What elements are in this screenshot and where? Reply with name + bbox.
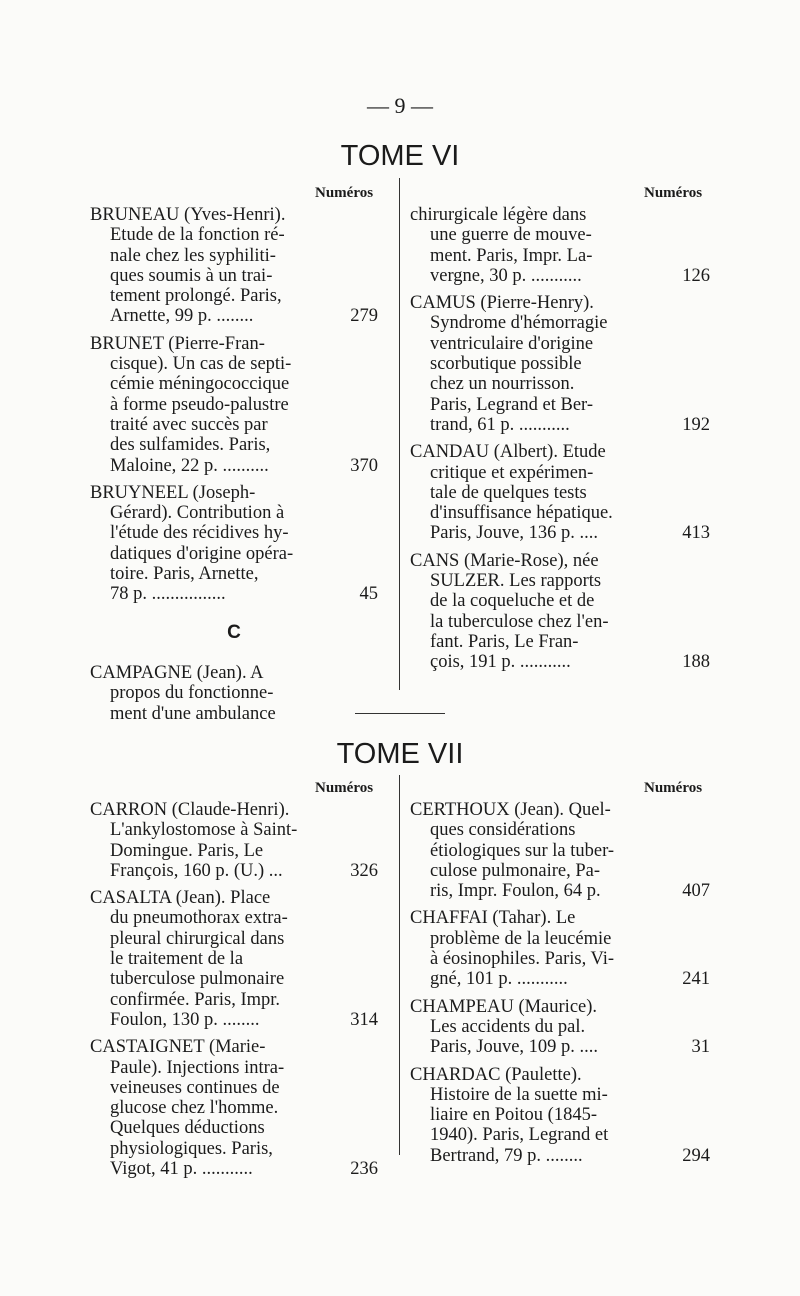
entry-number: 294: [682, 1145, 710, 1166]
entry-line: [410, 483, 710, 503]
bibliography-entry: [410, 997, 710, 1058]
entry-text: ment d'une ambulance: [110, 703, 276, 724]
entry-text: culose pulmonaire, Pa-: [430, 860, 601, 881]
entry-text: la tuberculose chez l'en-: [430, 611, 609, 632]
entry-line: [410, 929, 710, 949]
tome6-col-header-left: Numéros: [315, 185, 374, 201]
entry-text: à éosinophiles. Paris, Vi-: [430, 949, 615, 970]
tome7-right-column: [410, 800, 710, 1173]
entry-line: [410, 415, 710, 435]
entry-line: [410, 820, 710, 840]
entry-text: 78 p. ................: [110, 584, 226, 605]
entry-line: [90, 415, 378, 435]
entry-text: Etude de la fonction ré-: [110, 225, 285, 246]
entry-line: [90, 483, 378, 503]
entry-line: [410, 632, 710, 652]
entry-line: [90, 1139, 378, 1159]
entry-line: [410, 881, 710, 901]
entry-text: CAMPAGNE (Jean). A: [90, 662, 264, 683]
entry-text: Paris, Jouve, 136 p. ....: [430, 523, 599, 544]
section-separator: [355, 713, 445, 714]
entry-text: çois, 191 p. ...........: [430, 652, 571, 673]
entry-text: Domingue. Paris, Le: [110, 840, 264, 861]
entry-text: Gérard). Contribution à: [110, 503, 285, 524]
entry-text: veineuses continues de: [110, 1077, 280, 1098]
entry-text: tuberculose pulmonaire: [110, 969, 285, 990]
entry-number: 236: [350, 1159, 378, 1180]
entry-line: [410, 503, 710, 523]
entry-line: [90, 1058, 378, 1078]
entry-text: CANS (Marie-Rose), née: [410, 550, 599, 571]
entry-text: datiques d'origine opéra-: [110, 543, 294, 564]
entry-number: 192: [682, 414, 710, 435]
entry-text: ventriculaire d'origine: [430, 333, 594, 354]
entry-line: [90, 820, 378, 840]
entry-line: [410, 523, 710, 543]
entry-text: Syndrome d'hémorragie: [430, 313, 608, 334]
entry-text: cisque). Un cas de septi-: [110, 354, 292, 375]
entry-text: fant. Paris, Le Fran-: [430, 631, 579, 652]
entry-text: ment. Paris, Impr. La-: [430, 245, 593, 266]
entry-text: des sulfamides. Paris,: [110, 435, 271, 456]
entry-line: [90, 246, 378, 266]
bibliography-entry: [90, 663, 378, 724]
entry-text: Bertrand, 79 p. ........: [430, 1145, 583, 1166]
entry-line: [410, 1017, 710, 1037]
entry-line: [410, 908, 710, 928]
entry-line: [410, 1146, 710, 1166]
entry-line: [90, 564, 378, 584]
entry-number: 413: [682, 523, 710, 544]
tome6-title: TOME VI: [340, 140, 460, 172]
entry-line: [410, 800, 710, 820]
entry-line: [90, 266, 378, 286]
bibliography-entry: [410, 800, 710, 901]
entry-text: Arnette, 99 p. ........: [110, 306, 254, 327]
entry-line: [90, 1159, 378, 1179]
entry-text: d'insuffisance hépatique.: [430, 503, 613, 524]
entry-line: [90, 683, 378, 703]
entry-text: ques considérations: [430, 820, 576, 841]
entry-text: François, 160 p. (U.) ...: [110, 860, 283, 881]
entry-line: [410, 266, 710, 286]
tome6-left-column: [90, 205, 378, 731]
entry-line: [90, 929, 378, 949]
entry-line: [410, 612, 710, 632]
entry-text: de la coqueluche et de: [430, 591, 595, 612]
entry-text: cémie méningococcique: [110, 374, 290, 395]
bibliography-entry: [410, 205, 710, 286]
entry-text: BRUNEAU (Yves-Henri).: [90, 205, 286, 225]
tome7-left-column: [90, 800, 378, 1186]
entry-line: [410, 334, 710, 354]
entry-text: CANDAU (Albert). Etude: [410, 442, 606, 463]
entry-line: [90, 584, 378, 604]
entry-line: [410, 949, 710, 969]
entry-line: [90, 456, 378, 476]
tome7-col-header-right: Numéros: [644, 780, 703, 796]
entry-text: confirmée. Paris, Impr.: [110, 989, 281, 1010]
entry-line: [90, 990, 378, 1010]
entry-line: [410, 354, 710, 374]
entry-line: [410, 313, 710, 333]
entry-number: 45: [359, 584, 378, 605]
entry-text: Les accidents du pal.: [430, 1016, 586, 1037]
entry-text: CARRON (Claude-Henri).: [90, 800, 290, 820]
entry-text: Maloine, 22 p. ..........: [110, 455, 269, 476]
entry-text: toire. Paris, Arnette,: [110, 564, 259, 585]
bibliography-entry: [410, 551, 710, 673]
entry-line: [90, 1010, 378, 1030]
entry-number: 126: [682, 265, 710, 286]
entry-number: 407: [682, 881, 710, 902]
entry-text: du pneumothorax extra-: [110, 908, 288, 929]
tome6-right-column: [410, 205, 710, 680]
entry-text: à forme pseudo-palustre: [110, 394, 289, 415]
entry-text: Foulon, 130 p. ........: [110, 1009, 260, 1030]
entry-line: [410, 293, 710, 313]
entry-text: Vigot, 41 p. ...........: [110, 1159, 253, 1180]
entry-text: SULZER. Les rapports: [430, 571, 602, 592]
bibliography-entry: [410, 293, 710, 435]
entry-line: [410, 246, 710, 266]
entry-number: 279: [350, 306, 378, 327]
entry-text: critique et expérimen-: [430, 462, 594, 483]
entry-line: [90, 1098, 378, 1118]
entry-line: [90, 225, 378, 245]
entry-text: chirurgicale légère dans: [410, 205, 587, 225]
bibliography-entry: [90, 205, 378, 327]
entry-text: CASALTA (Jean). Place: [90, 888, 271, 909]
tome6-divider: [399, 178, 400, 690]
entry-text: problème de la leucémie: [430, 928, 612, 949]
entry-text: CHAFFAI (Tahar). Le: [410, 908, 576, 929]
entry-line: [90, 841, 378, 861]
entry-line: [410, 442, 710, 462]
entry-text: Paule). Injections intra-: [110, 1057, 285, 1078]
entry-line: [410, 997, 710, 1017]
entry-number: 326: [350, 860, 378, 881]
entry-text: liaire en Poitou (1845-: [430, 1105, 597, 1126]
entry-line: [90, 334, 378, 354]
entry-line: [410, 225, 710, 245]
entry-text: CASTAIGNET (Marie-: [90, 1037, 266, 1058]
entry-text: traité avec succès par: [110, 414, 268, 435]
entry-text: CHARDAC (Paulette).: [410, 1064, 582, 1085]
entry-line: [410, 571, 710, 591]
entry-line: [410, 861, 710, 881]
entry-text: Paris, Jouve, 109 p. ....: [430, 1037, 599, 1058]
entry-text: BRUNET (Pierre-Fran-: [90, 333, 265, 354]
entry-line: [410, 652, 710, 672]
tome7-divider: [399, 775, 400, 1155]
entry-line: [90, 523, 378, 543]
entry-line: [90, 704, 378, 724]
entry-line: [410, 591, 710, 611]
section-letter: C: [227, 621, 241, 643]
entry-line: [410, 463, 710, 483]
bibliography-entry: [410, 1065, 710, 1166]
entry-line: [90, 861, 378, 881]
entry-text: scorbutique possible: [430, 354, 582, 375]
entry-line: [410, 1065, 710, 1085]
entry-line: [90, 969, 378, 989]
entry-text: tale de quelques tests: [430, 482, 587, 503]
entry-text: BRUYNEEL (Joseph-: [90, 482, 256, 503]
entry-line: [90, 503, 378, 523]
bibliography-entry: [90, 334, 378, 476]
entry-text: glucose chez l'homme.: [110, 1098, 279, 1119]
entry-line: [90, 306, 378, 326]
entry-number: 241: [682, 969, 710, 990]
entry-text: gné, 101 p. ...........: [430, 969, 568, 990]
entry-text: pleural chirurgical dans: [110, 928, 285, 949]
entry-text: 1940). Paris, Legrand et: [430, 1125, 609, 1146]
entry-line: [90, 888, 378, 908]
entry-line: [90, 205, 378, 225]
entry-text: physiologiques. Paris,: [110, 1138, 273, 1159]
entry-line: [90, 663, 378, 683]
entry-text: nale chez les syphiliti-: [110, 245, 276, 266]
entry-line: [410, 374, 710, 394]
entry-line: [410, 1085, 710, 1105]
entry-number: 314: [350, 1009, 378, 1030]
entry-line: [410, 1125, 710, 1145]
bibliography-entry: [410, 908, 710, 989]
entry-text: propos du fonctionne-: [110, 683, 274, 704]
page-number: — 9 —: [367, 93, 433, 118]
entry-number: 370: [350, 455, 378, 476]
entry-line: [410, 1105, 710, 1125]
entry-line: [90, 544, 378, 564]
entry-text: tement prolongé. Paris,: [110, 286, 282, 307]
entry-text: ques soumis à un trai-: [110, 265, 273, 286]
tome7-col-header-left: Numéros: [315, 780, 374, 796]
entry-line: [410, 969, 710, 989]
entry-text: L'ankylostomose à Saint-: [110, 820, 298, 841]
entry-line: [90, 435, 378, 455]
entry-line: [90, 286, 378, 306]
entry-line: [90, 1037, 378, 1057]
tome6-col-header-right: Numéros: [644, 185, 703, 201]
entry-text: l'étude des récidives hy-: [110, 523, 289, 544]
entry-text: Paris, Legrand et Ber-: [430, 394, 593, 415]
entry-text: chez un nourrisson.: [430, 374, 575, 395]
entry-line: [90, 395, 378, 415]
bibliography-entry: [90, 483, 378, 605]
entry-line: [410, 395, 710, 415]
entry-text: trand, 61 p. ...........: [430, 414, 570, 435]
entry-line: [90, 1118, 378, 1138]
bibliography-entry: [90, 1037, 378, 1179]
bibliography-entry: [90, 888, 378, 1030]
entry-line: [90, 374, 378, 394]
entry-text: vergne, 30 p. ...........: [430, 265, 582, 286]
bibliography-entry: [90, 800, 378, 881]
entry-text: CHAMPEAU (Maurice).: [410, 996, 598, 1017]
entry-line: [410, 1037, 710, 1057]
entry-line: [90, 908, 378, 928]
entry-line: [90, 949, 378, 969]
entry-line: [410, 205, 710, 225]
entry-text: Histoire de la suette mi-: [430, 1084, 608, 1105]
entry-line: [410, 841, 710, 861]
entry-line: [90, 354, 378, 374]
entry-text: ris, Impr. Foulon, 64 p.: [430, 881, 601, 902]
entry-text: CERTHOUX (Jean). Quel-: [410, 800, 611, 820]
entry-line: [90, 1078, 378, 1098]
entry-line: [410, 551, 710, 571]
entry-line: [90, 800, 378, 820]
entry-text: Quelques déductions: [110, 1118, 265, 1139]
entry-number: 31: [691, 1037, 710, 1058]
tome7-title: TOME VII: [336, 738, 464, 770]
entry-text: CAMUS (Pierre-Henry).: [410, 293, 594, 314]
entry-text: étiologiques sur la tuber-: [430, 840, 615, 861]
bibliography-entry: [410, 442, 710, 543]
entry-text: le traitement de la: [110, 949, 244, 970]
entry-number: 188: [682, 652, 710, 673]
entry-text: une guerre de mouve-: [430, 225, 592, 246]
